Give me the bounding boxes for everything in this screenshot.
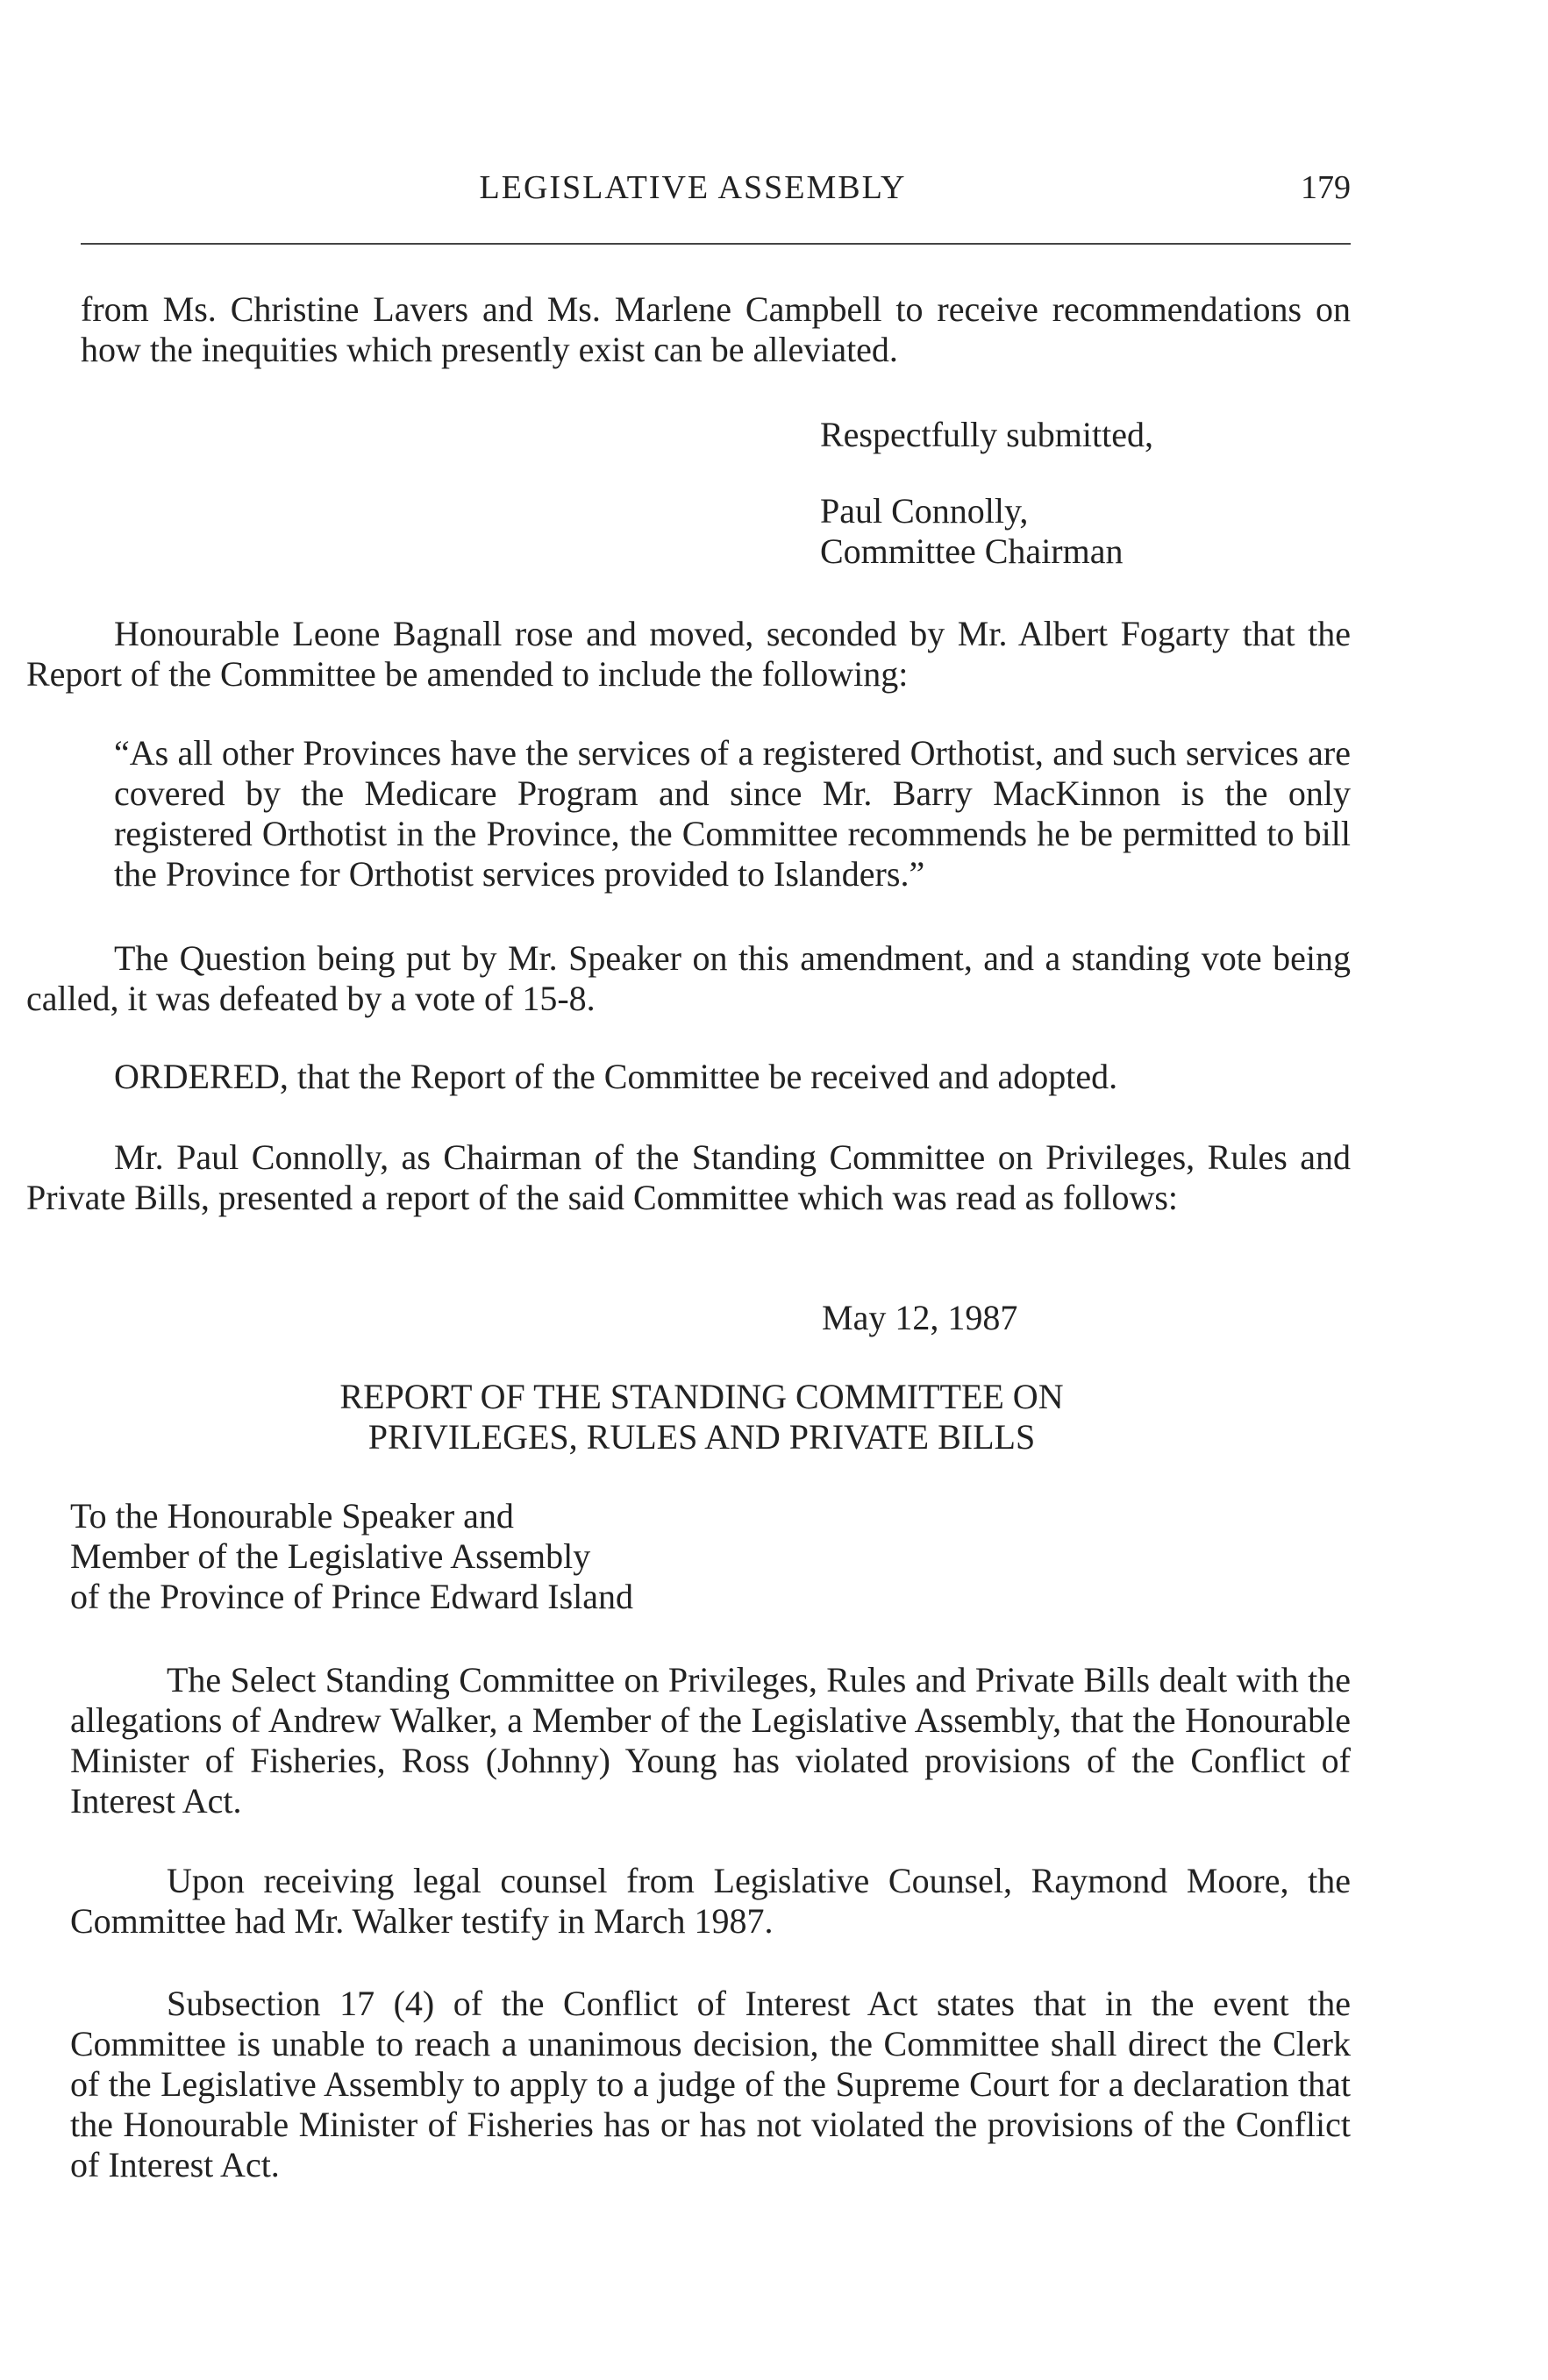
report-date: May 12, 1987 xyxy=(822,1298,1018,1337)
header-rule xyxy=(81,243,1351,245)
addressee-line-1: To the Honourable Speaker and xyxy=(70,1496,514,1536)
page-number: 179 xyxy=(1301,169,1351,206)
ordered-paragraph: ORDERED, that the Report of the Committee be received and adopted. xyxy=(114,1057,1118,1096)
addressee-line-2: Member of the Legislative Assembly xyxy=(70,1536,591,1576)
addressee-line-3: of the Province of Prince Edward Island xyxy=(70,1577,634,1616)
amendment-quote: “As all other Provinces have the services of a registered Orthotist, and such services are covered by the Medicare Program and since Mr. Barry MacKinnon is the only registered Orthotist in the Province, the Committee recommends he be permitted to bill the Province for Orthotist services provided to Islanders.” xyxy=(114,733,1351,894)
motion-paragraph: Honourable Leone Bagnall rose and moved, seconded by Mr. Albert Fogarty that the Report of the Committee be amended to include the following: xyxy=(26,614,1351,694)
page-header xyxy=(79,168,1351,221)
vote-result-paragraph: The Question being put by Mr. Speaker on this amendment, and a standing vote being called, it was defeated by a vote of 15-8. xyxy=(26,938,1351,1018)
report-paragraph-2: Upon receiving legal counsel from Legislative Counsel, Raymond Moore, the Committee had Mr. Walker testify in March 1987. xyxy=(70,1861,1351,1941)
presentation-paragraph: Mr. Paul Connolly, as Chairman of the Standing Committee on Privileges, Rules and Private Bills, presented a report of the said Committee which was read as follows: xyxy=(26,1137,1351,1217)
signatory-name: Paul Connolly, xyxy=(820,491,1029,531)
report-paragraph-1: The Select Standing Committee on Privileges, Rules and Private Bills dealt with the allegations of Andrew Walker, a Member of the Legislative Assembly, that the Honourable Minister of Fisheries, Ross (Johnny) Young has violated provisions of the Conflict of Interest Act. xyxy=(70,1660,1351,1821)
report-title-line-2: PRIVILEGES, RULES AND PRIVATE BILLS xyxy=(367,1417,1036,1457)
closing-salutation: Respectfully submitted, xyxy=(820,415,1153,454)
report-paragraph-3: Subsection 17 (4) of the Conflict of Interest Act states that in the event the Committee is unable to reach a unanimous decision, the Committee shall direct the Clerk of the Legislative Assembly to apply to a judge of the Supreme Court for a declaration that the Honourable Minister of Fisheries has or has not violated the provisions of the Conflict of Interest Act. xyxy=(70,1984,1351,2184)
signatory-title: Committee Chairman xyxy=(820,531,1124,571)
intro-continuation: from Ms. Christine Lavers and Ms. Marlene Campbell to receive recommendations on how the inequities which presently exist can be alleviated. xyxy=(81,289,1351,369)
report-title-line-1: REPORT OF THE STANDING COMMITTEE ON xyxy=(339,1377,1064,1416)
running-head: LEGISLATIVE ASSEMBLY xyxy=(479,169,907,206)
